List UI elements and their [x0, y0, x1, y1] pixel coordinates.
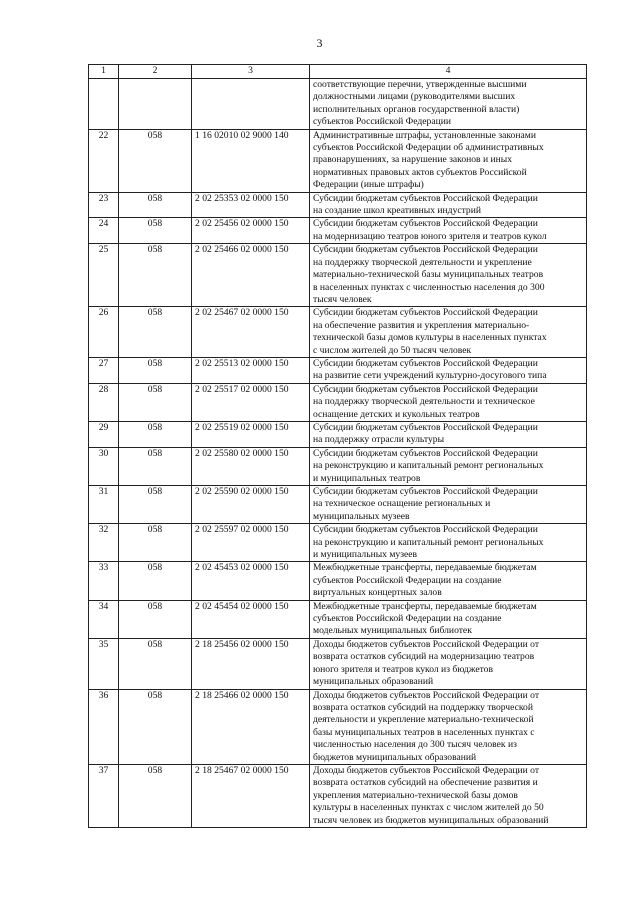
administrator-code-cell: 058 [119, 764, 192, 827]
budget-code-cell: 2 02 25466 02 0000 150 [192, 244, 310, 307]
budget-code-cell: 2 02 25467 02 0000 150 [192, 307, 310, 358]
description-cell: Субсидии бюджетам субъектов Российской Федерации на поддержку отрасли культуры [310, 421, 587, 447]
budget-code-cell: 2 02 45454 02 0000 150 [192, 600, 310, 638]
budget-code-cell: 2 18 25466 02 0000 150 [192, 689, 310, 764]
administrator-code-cell: 058 [119, 244, 192, 307]
administrator-code-cell: 058 [119, 218, 192, 244]
row-number-cell: 22 [89, 129, 119, 192]
table-row [89, 244, 587, 307]
description-cell: Межбюджетные трансферты, передаваемые бюджетам субъектов Российской Федерации на создание виртуальных концертных залов [310, 562, 587, 600]
table-row [89, 638, 587, 689]
table-row [89, 447, 587, 485]
header-cell-number: 1 [89, 65, 119, 79]
row-number-cell: 35 [89, 638, 119, 689]
row-number-cell: 37 [89, 764, 119, 827]
table-row [89, 689, 587, 764]
description-cell: Межбюджетные трансферты, передаваемые бюджетам субъектов Российской Федерации на создание модельных муниципальных библиотек [310, 600, 587, 638]
budget-code-cell [192, 79, 310, 130]
budget-code-cell: 1 16 02010 02 9000 140 [192, 129, 310, 192]
budget-code-cell: 2 18 25467 02 0000 150 [192, 764, 310, 827]
row-number-cell: 23 [89, 192, 119, 218]
row-number-cell: 36 [89, 689, 119, 764]
row-number-cell: 29 [89, 421, 119, 447]
administrator-code-cell: 058 [119, 357, 192, 383]
description-cell: Субсидии бюджетам субъектов Российской Федерации на поддержку творческой деятельности и техническое оснащение детских и кукольных театров [310, 383, 587, 421]
table-row [89, 524, 587, 562]
row-number-cell: 24 [89, 218, 119, 244]
row-number-cell: 30 [89, 447, 119, 485]
description-cell: Субсидии бюджетам субъектов Российской Федерации на реконструкцию и капитальный ремонт региональных и муниципальных театров [310, 447, 587, 485]
table-row [89, 600, 587, 638]
budget-code-cell: 2 02 25580 02 0000 150 [192, 447, 310, 485]
administrator-code-cell: 058 [119, 524, 192, 562]
administrator-code-cell [119, 79, 192, 130]
row-number-cell: 25 [89, 244, 119, 307]
header-cell-code: 3 [192, 65, 310, 79]
row-number-cell [89, 79, 119, 130]
header-cell-description: 4 [310, 65, 587, 79]
budget-code-cell: 2 02 25597 02 0000 150 [192, 524, 310, 562]
table-row [89, 307, 587, 358]
table-row [89, 129, 587, 192]
row-number-cell: 33 [89, 562, 119, 600]
description-cell: Субсидии бюджетам субъектов Российской Федерации на создание школ креативных индустрий [310, 192, 587, 218]
administrator-code-cell: 058 [119, 307, 192, 358]
table-row [89, 486, 587, 524]
row-number-cell: 26 [89, 307, 119, 358]
description-cell: Субсидии бюджетам субъектов Российской Федерации на модернизацию театров юного зрителя и театров кукол [310, 218, 587, 244]
table-row [89, 357, 587, 383]
administrator-code-cell: 058 [119, 600, 192, 638]
table-row [89, 764, 587, 827]
budget-code-cell: 2 02 45453 02 0000 150 [192, 562, 310, 600]
table-row [89, 192, 587, 218]
budget-code-cell: 2 02 25456 02 0000 150 [192, 218, 310, 244]
table-row [89, 79, 587, 130]
description-cell: Административные штрафы, установленные законами субъектов Российской Федерации об административных правонарушениях, за нарушение законов и иных нормативных правовых актов субъектов Российской Федерации (иные штрафы) [310, 129, 587, 192]
table-header-row [89, 65, 587, 79]
description-cell: Субсидии бюджетам субъектов Российской Федерации на техническое оснащение региональных и муниципальных музеев [310, 486, 587, 524]
description-cell: Субсидии бюджетам субъектов Российской Федерации на реконструкцию и капитальный ремонт региональных и муниципальных музеев [310, 524, 587, 562]
description-cell: Субсидии бюджетам субъектов Российской Федерации на обеспечение развития и укрепления материально- технической базы домов культуры в населенных пунктах с числом жителей до 50 тысяч человек [310, 307, 587, 358]
table-row [89, 218, 587, 244]
header-cell-administrator: 2 [119, 65, 192, 79]
row-number-cell: 27 [89, 357, 119, 383]
description-cell: Доходы бюджетов субъектов Российской Федерации от возврата остатков субсидий на поддержку творческой деятельности и укрепление материально-технической базы муниципальных театров в населенных пунктах с численностью населения до 300 тысяч человек из бюджетов муниципальных образований [310, 689, 587, 764]
table-row [89, 562, 587, 600]
administrator-code-cell: 058 [119, 689, 192, 764]
row-number-cell: 31 [89, 486, 119, 524]
budget-code-cell: 2 02 25519 02 0000 150 [192, 421, 310, 447]
budget-code-cell: 2 18 25456 02 0000 150 [192, 638, 310, 689]
description-cell: Доходы бюджетов субъектов Российской Федерации от возврата остатков субсидий на модернизацию театров юного зрителя и театров кукол из бюджетов муниципальных образований [310, 638, 587, 689]
administrator-code-cell: 058 [119, 192, 192, 218]
budget-code-cell: 2 02 25590 02 0000 150 [192, 486, 310, 524]
administrator-code-cell: 058 [119, 129, 192, 192]
description-cell: Субсидии бюджетам субъектов Российской Федерации на развитие сети учреждений культурно-досугового типа [310, 357, 587, 383]
page-number: 3 [316, 36, 323, 50]
budget-code-cell: 2 02 25517 02 0000 150 [192, 383, 310, 421]
administrator-code-cell: 058 [119, 421, 192, 447]
administrator-code-cell: 058 [119, 638, 192, 689]
administrator-code-cell: 058 [119, 383, 192, 421]
administrator-code-cell: 058 [119, 562, 192, 600]
table-body [89, 79, 587, 828]
administrator-code-cell: 058 [119, 447, 192, 485]
row-number-cell: 34 [89, 600, 119, 638]
administrator-code-cell: 058 [119, 486, 192, 524]
description-cell: Доходы бюджетов субъектов Российской Федерации от возврата остатков субсидий на обеспечение развития и укрепления материально-технической базы домов культуры в населенных пунктах с числом жителей до 50 тысяч человек из бюджетов муниципальных образований [310, 764, 587, 827]
budget-classification-table [88, 64, 587, 828]
row-number-cell: 32 [89, 524, 119, 562]
table-row [89, 383, 587, 421]
row-number-cell: 28 [89, 383, 119, 421]
budget-code-cell: 2 02 25513 02 0000 150 [192, 357, 310, 383]
description-cell: соответствующие перечни, утвержденные высшими должностными лицами (руководителями высших исполнительных органов государственной власти) субъектов Российской Федерации [310, 79, 587, 130]
description-cell: Субсидии бюджетам субъектов Российской Федерации на поддержку творческой деятельности и укрепление материально-технической базы муниципальных театров в населенных пунктах с численностью населения до 300 тысяч человек [310, 244, 587, 307]
table-row [89, 421, 587, 447]
budget-code-cell: 2 02 25353 02 0000 150 [192, 192, 310, 218]
